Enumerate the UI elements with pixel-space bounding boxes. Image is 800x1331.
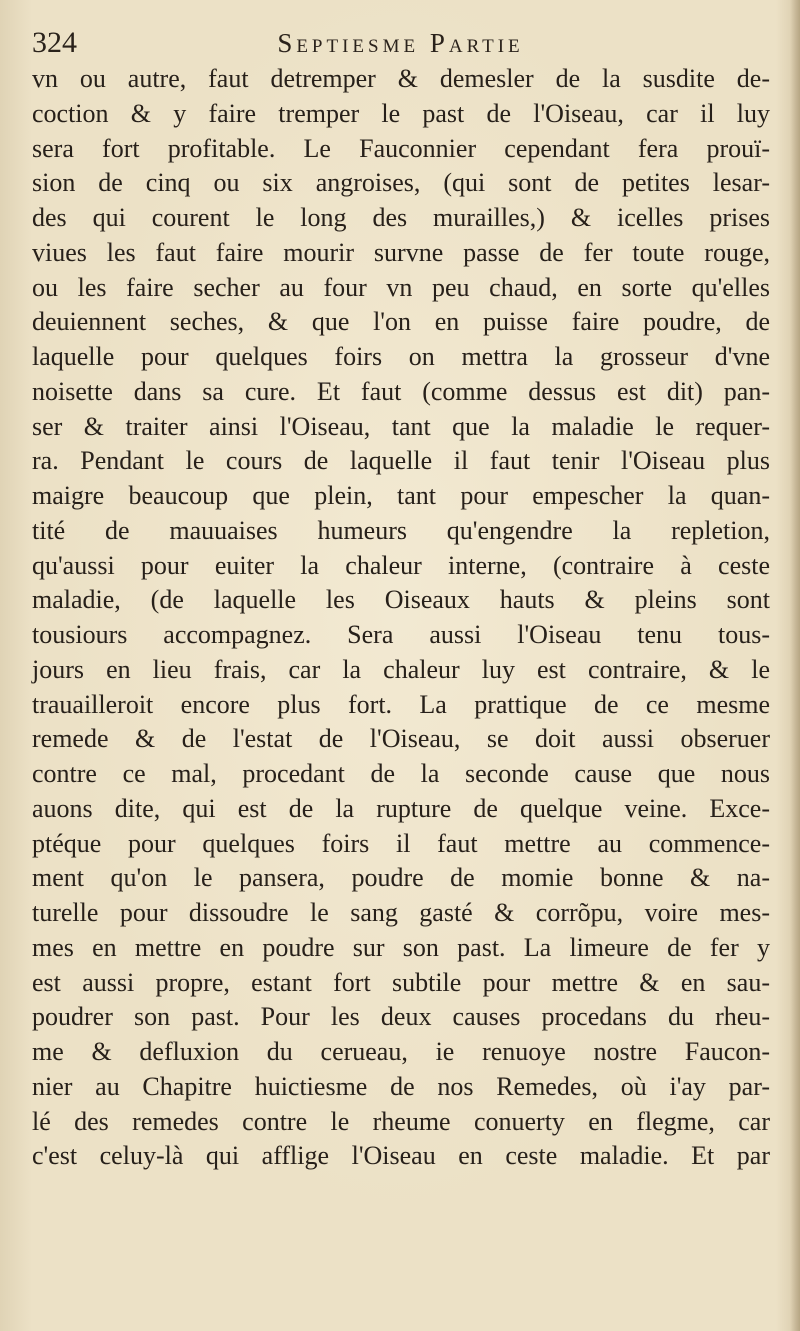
- text-line: auons dite, qui est de la rupture de quelque veine. Exce-: [32, 793, 770, 823]
- text-line: qu'aussi pour euiter la chaleur interne, (contraire à ceste: [32, 550, 770, 580]
- text-line: tousiours accompagnez. Sera aussi l'Oiseau tenu tous-: [32, 620, 770, 649]
- text-line: me & defluxion du cerueau, ie renuoye nostre Faucon-: [32, 1037, 770, 1066]
- text-line: vn ou autre, faut detremper & demesler de la susdite de-: [32, 64, 770, 93]
- text-line: sion de cinq ou six angroises, (qui sont de petites lesar-: [32, 168, 770, 198]
- running-head: Septiesme Partie: [277, 28, 524, 58]
- text-line: c'est celuy-là qui afflige l'Oiseau en ceste maladie. Et par: [32, 1141, 770, 1171]
- text-line: ra. Pendant le cours de laquelle il faut tenir l'Oiseau plus: [32, 446, 770, 476]
- text-line: coction & y faire tremper le past de l'Oiseau, car il luy: [32, 98, 770, 128]
- text-line: ptéque pour quelques foirs il faut mettre au commence-: [32, 828, 770, 858]
- page-edge-shadow: [790, 0, 800, 1331]
- text-line: nier au Chapitre huictiesme de nos Remedes, où i'ay par-: [32, 1071, 770, 1101]
- text-line: laquelle pour quelques foirs on mettra la grosseur d'vne: [32, 342, 770, 371]
- text-line: contre ce mal, procedant de la seconde cause que nous: [32, 759, 770, 788]
- text-line: jours en lieu frais, car la chaleur luy est contraire, & le: [32, 654, 770, 684]
- text-line: est aussi propre, estant fort subtile pour mettre & en sau-: [32, 967, 770, 997]
- text-line: poudrer son past. Pour les deux causes procedans du rheu-: [32, 1002, 770, 1032]
- text-line: noisette dans sa cure. Et faut (comme dessus est dit) pan-: [32, 376, 770, 406]
- text-line: remede & de l'estat de l'Oiseau, se doit aussi obseruer: [32, 724, 770, 754]
- text-line: sera fort profitable. Le Fauconnier cependant fera prouï-: [32, 133, 770, 163]
- text-line: maladie, (de laquelle les Oiseaux hauts & pleins sont: [32, 585, 770, 615]
- body-text: [32, 62, 770, 1174]
- text-line: ment qu'on le pansera, poudre de momie bonne & na-: [32, 863, 770, 893]
- text-line: des qui courent le long des murailles,) & icelles prises: [32, 203, 770, 232]
- text-line: lé des remedes contre le rheume conuerty en flegme, car: [32, 1106, 770, 1136]
- text-line: deuiennent seches, & que l'on en puisse faire poudre, de: [32, 307, 770, 337]
- text-line: tité de mauuaises humeurs qu'engendre la repletion,: [32, 515, 770, 545]
- text-line: trauailleroit encore plus fort. La prattique de ce mesme: [32, 689, 770, 719]
- text-line: ou les faire secher au four vn peu chaud, en sorte qu'elles: [32, 272, 770, 302]
- text-line: viues les faut faire mourir survne passe de fer toute rouge,: [32, 237, 770, 267]
- text-line: ser & traiter ainsi l'Oiseau, tant que la maladie le requer-: [32, 411, 770, 441]
- page-header: [28, 22, 773, 64]
- text-line: turelle pour dissoudre le sang gasté & corrõpu, voire mes-: [32, 898, 770, 927]
- page-number: 324: [32, 26, 77, 59]
- text-line: mes en mettre en poudre sur son past. La limeure de fer y: [32, 932, 770, 962]
- text-line: maigre beaucoup que plein, tant pour empescher la quan-: [32, 481, 770, 510]
